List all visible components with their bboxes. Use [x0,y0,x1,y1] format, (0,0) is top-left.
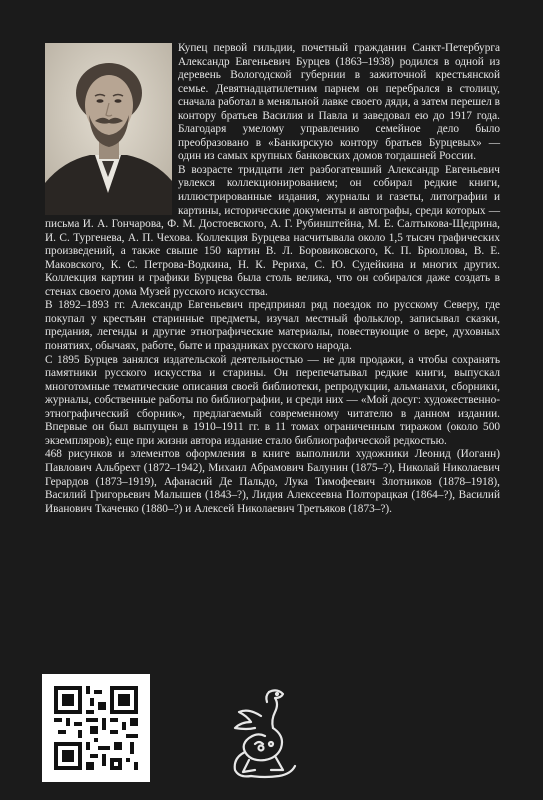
paragraph-illustrators: 468 рисунков и элементов оформления в книге выполнили художники Леонид (Иоганн) Павлович Альбрехт (1872–1942), Михаил Абрамович Балунин (1875–?), Николай Николаевич Герардов (1873–1919), Афанасий Де Пальдо, Лука Тимофеевич Злотников (1878–1918), Василий Григорьевич Малышев (1843–?), Лидия Алексеевна Полторацкая (1864–?), Василий Иванович Ткаченко (1880–?) и Алексей Николаевич Третьяков (1873–?). [45,448,500,515]
qr-code-icon [42,674,150,782]
description-text [45,42,500,516]
publisher-logo [225,686,305,784]
dragon-logo-icon [225,686,305,784]
paragraph-publishing: С 1895 Бурцев занялся издательской деятельностью — не для продажи, а чтобы сохранять памятники русского искусства и старины. Он перепечатывал редкие книги, выпускал многотомные тематические описания своей библиотеки, репродукции, альманахи, сборники, журналы, собственные работы по библиографии, и среди них — «Мой досуг: художественно-этнографический сборник», предлагаемый современному читателю в данном издании. Впервые он был выпущен в 1910–1911 гг. в 11 томах ограниченным тиражом (около 500 экземпляров); еще при жизни автора издание стало библиографической редкостью. [45,353,500,447]
paragraph-expeditions: В 1892–1893 гг. Александр Евгеньевич предпринял ряд поездок по русскому Северу, где покупал у крестьян старинные предметы, изучал местный фольклор, записывал сказки, предания, легенды и другие этнографические материалы, повествующие о вере, духовных понятиях, обычаях, работе, быте и праздниках русского народа. [45,299,500,353]
paragraph-biography: Купец первой гильдии, почетный гражданин Санкт-Петербурга Александр Евгеньевич Бурцев (1863–1938) родился в одной из деревень Вологодской губернии в зажиточной крестьянской семье. Девятнадцатилетним парнем он перебрался в столицу, сначала работал в меняльной лавке своего дяди, а затем перешел в контору братьев Василия и Павла и заведовал ею до 1917 года. Благодаря умелому управлению семейное дело было преобразовано в «Банкирскую контору братьев Бурцевых» — один из самых крупных банковских домов тогдашней России. [178,42,500,163]
qr-code[interactable] [42,674,150,782]
portrait-spacer [45,42,178,216]
paragraph-collection: В возрасте тридцати лет разбогатевший Александр Евгеньевич увлекся коллекционированием; он собирал редкие книги, иллюстрированные издания, журналы и газеты, литографии и картины, исторические документы и автографы, среди которых — письма И. А. Гончарова, Ф. М. Достоевского, А. Г. Рубинштейна, М. Е. Салтыкова-Щедрина, И. С. Тургенева, А. П. Чехова. Коллекция Бурцева насчитывала около 1,5 тысяч графических произведений, а также свыше 150 картин В. Л. Боровиковского, К. П. Брюллова, В. Е. Маковского, К. С. Петрова-Водкина, Н. К. Рериха, С. Ю. Судейкина и многих других. Коллекция картин и графики Бурцева была столь велика, что он собирался даже создать в стенах своего дома Музей русского искусства. [45,163,500,298]
